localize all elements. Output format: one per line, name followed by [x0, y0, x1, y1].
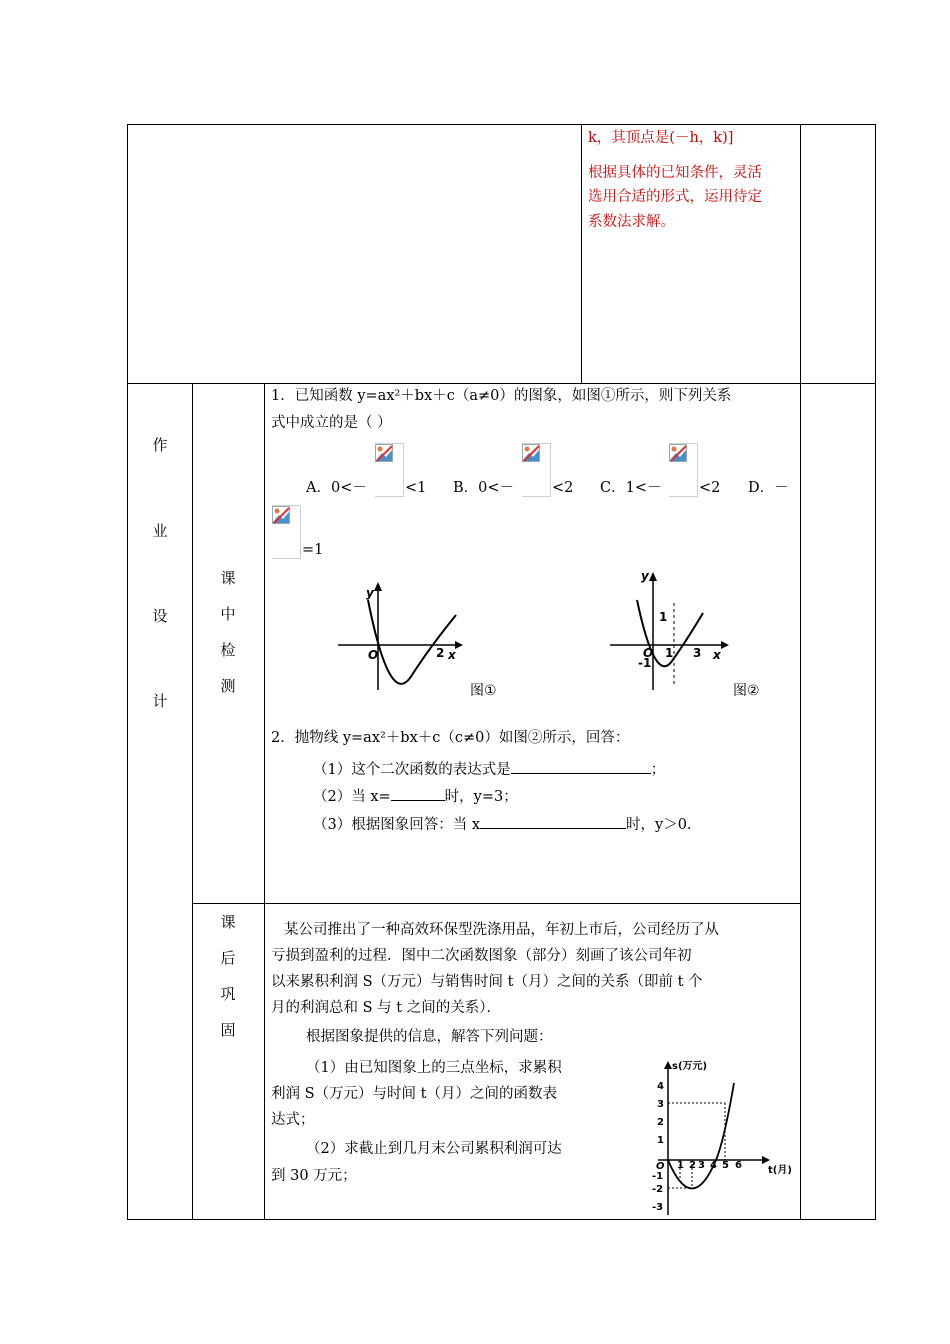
fig3-x-tick-4: 4 — [710, 1160, 717, 1171]
q2-part-2-suffix: 时，y=3； — [444, 789, 518, 805]
figure-1-graph — [330, 575, 510, 705]
label-column-divider — [192, 383, 193, 1220]
fig3-x-tick-2: 2 — [689, 1160, 696, 1171]
fig1-parabola — [368, 600, 456, 684]
fig1-y-arrow — [374, 582, 382, 591]
sublabel-column-divider — [264, 383, 265, 1220]
missing-image-a — [375, 443, 404, 497]
q2-part-3-suffix: 时，y＞0. — [626, 817, 692, 833]
fig2-x-label: x — [713, 648, 721, 662]
q1-line-2: 式中成立的是（ ） — [271, 415, 392, 431]
q3-line-2: 亏损到盈利的过程．图中二次函数图象（部分）刻画了该公司年初 — [271, 948, 692, 964]
q3-part-2-line-2: 到 30 万元； — [271, 1168, 357, 1184]
missing-image-d — [272, 505, 301, 559]
fig3-x-label: t(月) — [768, 1165, 792, 1176]
fig2-tick-ym1: -1 — [638, 656, 652, 670]
fig3-origin: O — [656, 1161, 665, 1172]
fig3-y-tick-1: 1 — [657, 1135, 664, 1146]
figure-2-graph — [605, 565, 785, 705]
q3-part-1-line-3: 达式； — [271, 1112, 315, 1128]
q3-line-1: 某公司推出了一种高效环保型洗涤用品，年初上市后，公司经历了从 — [284, 922, 719, 938]
section-label-char-4: 计 — [152, 692, 168, 710]
q2-part-1-prefix: （1）这个二次函数的表达式是 — [313, 762, 511, 778]
q2-part-1 — [313, 759, 665, 779]
section-label-char-3: 设 — [152, 607, 168, 625]
fig2-tick-x3: 3 — [693, 646, 702, 660]
answer-blank-3[interactable] — [480, 814, 626, 829]
fig3-x-tick-6: 6 — [735, 1160, 742, 1171]
q3-part-1-line-1: （1）由已知图象上的三点坐标，求累积 — [306, 1060, 562, 1076]
q2-part-2-prefix: （2）当 x= — [313, 789, 391, 805]
answer-blank-1[interactable] — [511, 759, 651, 774]
q1-option-b-suffix: <2 — [552, 480, 574, 496]
fig1-y-label: y — [366, 586, 374, 600]
q3-part-2-line-1: （2）求截止到几月末公司累积利润可达 — [306, 1141, 562, 1157]
fig3-y-label: s(万元) — [672, 1061, 708, 1072]
sub2-label-char-4: 固 — [220, 1021, 236, 1039]
fig1-origin: O — [368, 648, 379, 662]
section-label-char-2: 业 — [152, 522, 168, 540]
fig1-tick-2: 2 — [436, 646, 445, 660]
fig3-x-tick-1: 1 — [677, 1160, 684, 1171]
row-separator — [127, 383, 876, 384]
fig3-parabola — [668, 1083, 734, 1189]
q1-option-c-prefix: C．1<－ — [600, 480, 662, 496]
broken-image-icon — [375, 444, 393, 462]
table-bottom-border — [127, 1219, 876, 1220]
broken-image-icon — [669, 444, 687, 462]
q1-option-d-prefix: D．－ — [748, 480, 789, 496]
top-row-divider-1 — [581, 124, 582, 384]
missing-image-c — [669, 443, 698, 497]
top-cell-line-3: 选用合适的形式，运用待定 — [588, 189, 762, 205]
fig2-y-label: y — [641, 569, 649, 583]
q3-line-3: 以来累积利润 S（万元）与销售时间 t（月）之间的关系（即前 t 个 — [271, 974, 703, 990]
table-left-border — [127, 124, 128, 1220]
sub1-label-char-1: 课 — [220, 569, 236, 587]
table-top-border — [127, 124, 876, 125]
fig3-y-tick-3: 3 — [657, 1099, 664, 1110]
q1-option-d-suffix: =1 — [302, 542, 324, 558]
q2-part-3 — [313, 814, 692, 834]
figure-3-graph — [642, 1055, 797, 1218]
fig3-y-tick-m2: -2 — [652, 1184, 664, 1195]
fig3-x-tick-3: 3 — [698, 1160, 705, 1171]
fig3-y-tick-2: 2 — [657, 1117, 664, 1128]
fig3-y-tick-m3: -3 — [652, 1202, 664, 1213]
top-cell-line-1: k，其顶点是(－h，k)] — [588, 130, 734, 146]
q2-part-3-prefix: （3）根据图象回答：当 x — [313, 817, 481, 833]
broken-image-icon — [272, 506, 290, 524]
table-right-border — [875, 124, 876, 1220]
fig2-origin: O — [643, 646, 654, 660]
sub2-label-char-3: 巩 — [220, 985, 236, 1003]
fig2-y-arrow — [649, 572, 657, 581]
top-cell-line-2: 根据具体的已知条件，灵活 — [588, 165, 762, 181]
fig2-caption: 图② — [733, 683, 760, 699]
q3-line-4: 月的利润总和 S 与 t 之间的关系）． — [271, 1000, 501, 1016]
top-row-divider-2 — [800, 124, 801, 384]
q3-line-5: 根据图象提供的信息，解答下列问题： — [306, 1029, 553, 1045]
q3-part-1-line-2: 利润 S（万元）与时间 t（月）之间的函数表 — [271, 1086, 557, 1102]
fig2-x-arrow — [721, 641, 729, 649]
sub2-label-char-2: 后 — [220, 949, 236, 967]
q1-option-a-suffix: <1 — [405, 480, 427, 496]
fig3-x-tick-5: 5 — [722, 1160, 729, 1171]
top-cell-line-4: 系数法求解。 — [588, 214, 675, 230]
fig3-y-tick-4: 4 — [657, 1081, 664, 1092]
sub1-label-char-4: 测 — [220, 677, 236, 695]
fig1-caption: 图① — [470, 683, 497, 699]
answer-blank-2[interactable] — [391, 786, 445, 801]
fig2-tick-x1: 1 — [665, 646, 674, 660]
section-label-char-1: 作 — [152, 436, 168, 454]
q2-part-1-suffix: ； — [650, 762, 666, 778]
sub1-label-char-2: 中 — [220, 605, 236, 623]
subrow-separator — [192, 903, 800, 904]
q1-line-1: 1．已知函数 y=ax²＋bx＋c（a≠0）的图象，如图①所示，则下列关系 — [271, 388, 732, 404]
missing-image-b — [522, 443, 551, 497]
q1-option-b-prefix: B．0<－ — [453, 480, 515, 496]
sub2-label-char-1: 课 — [220, 913, 236, 931]
q2-part-2 — [313, 786, 518, 806]
q1-option-c-suffix: <2 — [699, 480, 721, 496]
broken-image-icon — [522, 444, 540, 462]
fig3-y-tick-m1: -1 — [652, 1171, 664, 1182]
fig1-x-label: x — [448, 648, 456, 662]
q1-option-a-prefix: A．0<－ — [306, 480, 367, 496]
fig1-x-arrow — [455, 641, 463, 649]
fig3-y-arrow — [664, 1061, 672, 1069]
fig3-x-arrow — [762, 1156, 770, 1164]
content-column-divider — [800, 383, 801, 1220]
fig2-tick-y1: 1 — [659, 610, 668, 624]
sub1-label-char-3: 检 — [220, 641, 236, 659]
q2-line-1: 2．抛物线 y=ax²＋bx＋c（c≠0）如图②所示，回答： — [271, 730, 630, 746]
